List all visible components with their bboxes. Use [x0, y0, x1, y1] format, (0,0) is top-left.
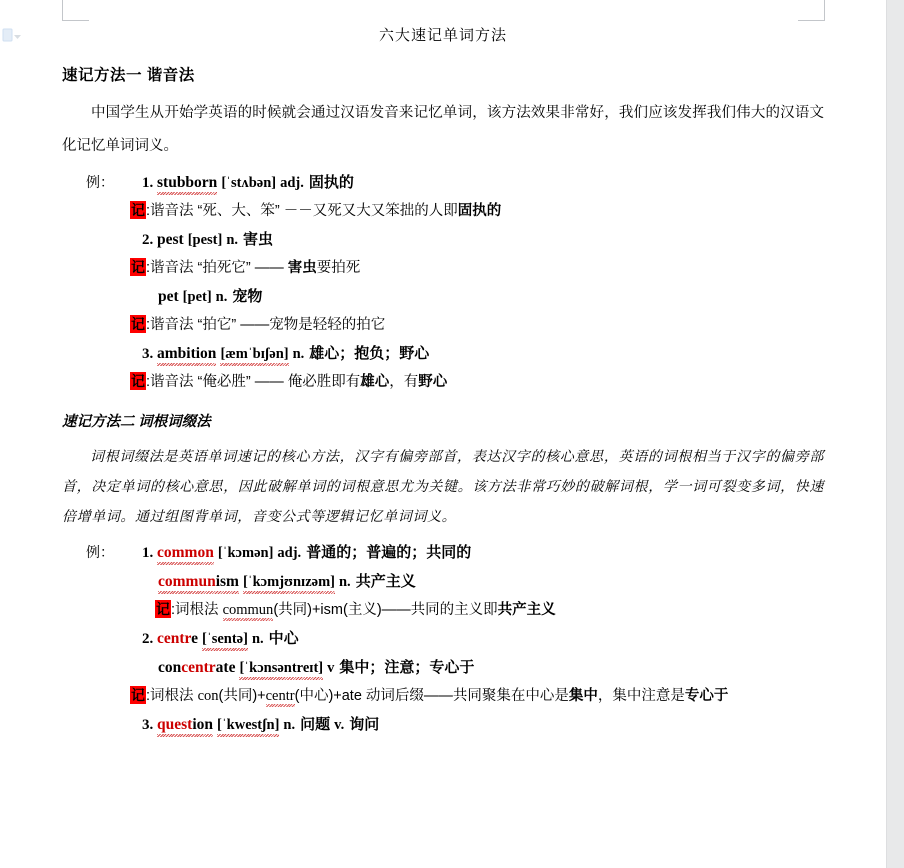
mnemonic-tail: 要拍死: [316, 260, 361, 276]
entry-meaning: 中心: [268, 630, 299, 647]
mnemonic-tail: ，有: [389, 374, 419, 390]
entry-pos-2: v.: [334, 717, 345, 733]
page-title: 六大速记单词方法: [378, 27, 507, 44]
mnemonic-highlight: 雄心: [360, 374, 390, 390]
entry-number: 1.: [142, 545, 154, 561]
mnemonic-text: :词根法: [146, 688, 198, 704]
entry-phonetic: [æmˈbɪʃən]: [220, 346, 289, 362]
mnemonic-badge: 记: [131, 202, 145, 218]
mnemonic-note-ambition: [130, 372, 886, 392]
right-scroll-gutter[interactable]: [886, 0, 904, 868]
entry-word: communism: [158, 573, 239, 590]
entry-word: question: [157, 716, 214, 733]
example-entry-concentrate: [158, 658, 886, 678]
entry-meaning: 雄心；抱负；野心: [309, 345, 430, 362]
mnemonic-highlight-2: 专心于: [684, 688, 729, 704]
mnemonic-highlight: 共产主义: [497, 602, 556, 618]
example-entry-pet: [158, 287, 886, 307]
entry-number: 2.: [142, 232, 154, 248]
mnemonic-tail: ，集中注意是: [597, 688, 685, 704]
entry-pos: adj.: [277, 545, 302, 561]
entry-pos: n.: [215, 289, 228, 305]
entry-number: 1.: [142, 175, 154, 191]
entry-pos: n.: [292, 346, 305, 362]
entry-meaning: 集中；注意；专心于: [339, 659, 475, 676]
example-entry-centre: [142, 629, 886, 649]
mnemonic-root: commun: [222, 602, 274, 618]
entry-number: 3.: [142, 717, 154, 733]
entry-word: pet: [158, 288, 179, 305]
entry-word: pest: [157, 231, 184, 248]
mnemonic-highlight: 害虫: [287, 260, 317, 276]
mnemonic-mid: (共同)+: [218, 688, 266, 704]
mnemonic-mid: (共同)+ism(主义)——共同的主义即: [273, 602, 498, 618]
mnemonic-badge: 记: [131, 687, 145, 703]
entry-word: stubborn: [157, 174, 218, 191]
mnemonic-text: :谐音法 “死、大、笨” －－又死又大又笨拙的人即: [146, 203, 458, 219]
entry-pos: n.: [283, 717, 296, 733]
entry-pos: v: [327, 660, 335, 676]
mnemonic-text: :谐音法 “俺必胜” —— 俺必胜即有: [146, 374, 361, 390]
mnemonic-badge: 记: [131, 259, 145, 275]
example-label-1: 例：: [86, 174, 114, 190]
mnemonic-badge: 记: [131, 373, 145, 389]
entry-phonetic: [ˈkɔnsəntreɪt]: [239, 660, 324, 676]
mnemonic-note-pest: [130, 258, 886, 278]
mnemonic-highlight-2: 野心: [418, 374, 448, 390]
mnemonic-text: :谐音法 “拍它” ——宠物是轻轻的拍它: [146, 317, 386, 333]
mnemonic-highlight: 固执的: [457, 203, 502, 219]
example-entry-communism: [158, 572, 886, 592]
section-intro-1: 中国学生从开始学英语的时候就会通过汉语发音来记忆单词，该方法效果非常好，我们应该发挥我们伟大的汉语文化记忆单词词义。: [62, 105, 824, 154]
example-label-2: 例：: [86, 544, 114, 560]
entry-word: common: [157, 544, 214, 561]
mnemonic-root-2: centr: [265, 688, 295, 704]
entry-word: ambition: [157, 345, 217, 362]
entry-meaning: 宠物: [232, 288, 263, 305]
entry-meaning-2: 询问: [349, 716, 380, 733]
entry-word: concentrate: [158, 659, 236, 676]
example-entry-ambition: [142, 344, 886, 364]
entry-meaning: 问题: [300, 716, 331, 733]
section-intro-2: 词根词缀法是英语单词速记的核心方法，汉字有偏旁部首，表达汉字的核心意思，英语的词根相当于汉字的偏旁部首，决定单词的核心意思，因此破解单词的词根意思尤为关键。该方法非常巧妙的破解词根，学一词可裂变多词，快速倍增单词。通过组图背单词，音变公式等逻辑记忆单词词义。: [62, 450, 824, 525]
entry-phonetic: [ˈkɔmjʊnɪzəm]: [242, 574, 335, 590]
mnemonic-root: con: [197, 688, 219, 704]
section-heading-2: 速记方法二 词根词缀法: [62, 414, 211, 430]
example-entry-question: [142, 715, 886, 735]
entry-number: 3.: [142, 346, 154, 362]
mnemonic-mid-2: (中心)+ate 动词后缀——共同聚集在中心是: [294, 688, 569, 704]
mnemonic-badge: 记: [156, 601, 170, 617]
entry-word: centre: [157, 630, 199, 647]
entry-meaning: 普通的；普遍的；共同的: [306, 544, 472, 561]
entry-pos: n.: [338, 574, 351, 590]
entry-phonetic: [ˈkwestʃn]: [217, 717, 280, 733]
entry-phonetic: [pest]: [187, 232, 223, 248]
entry-pos: n.: [251, 631, 264, 647]
example-entry-common: [0, 542, 886, 563]
entry-pos: n.: [226, 232, 239, 248]
mnemonic-note-stubborn: [130, 201, 886, 221]
section-heading-1: 速记方法一 谐音法: [62, 67, 195, 84]
example-entry-pest: [142, 230, 886, 250]
entry-phonetic: [pet]: [182, 289, 212, 305]
entry-meaning: 害虫: [243, 231, 274, 248]
mnemonic-note-concentrate: [130, 686, 886, 706]
entry-meaning: 共产主义: [355, 573, 416, 590]
entry-meaning: 固执的: [308, 174, 354, 191]
mnemonic-note-pet: [130, 315, 886, 335]
entry-phonetic: [ˈsentə]: [202, 631, 248, 647]
mnemonic-text: :谐音法 “拍死它” ——: [146, 260, 288, 276]
mnemonic-text: :词根法: [171, 602, 223, 618]
entry-pos: adj.: [280, 175, 304, 191]
mnemonic-note-communism: [155, 600, 886, 620]
mnemonic-highlight: 集中: [568, 688, 598, 704]
example-entry-stubborn: [0, 172, 886, 193]
entry-number: 2.: [142, 631, 154, 647]
entry-phonetic: [ˈstʌbən]: [221, 175, 277, 191]
entry-phonetic: [ˈkɔmən]: [217, 545, 274, 561]
mnemonic-badge: 记: [131, 316, 145, 332]
